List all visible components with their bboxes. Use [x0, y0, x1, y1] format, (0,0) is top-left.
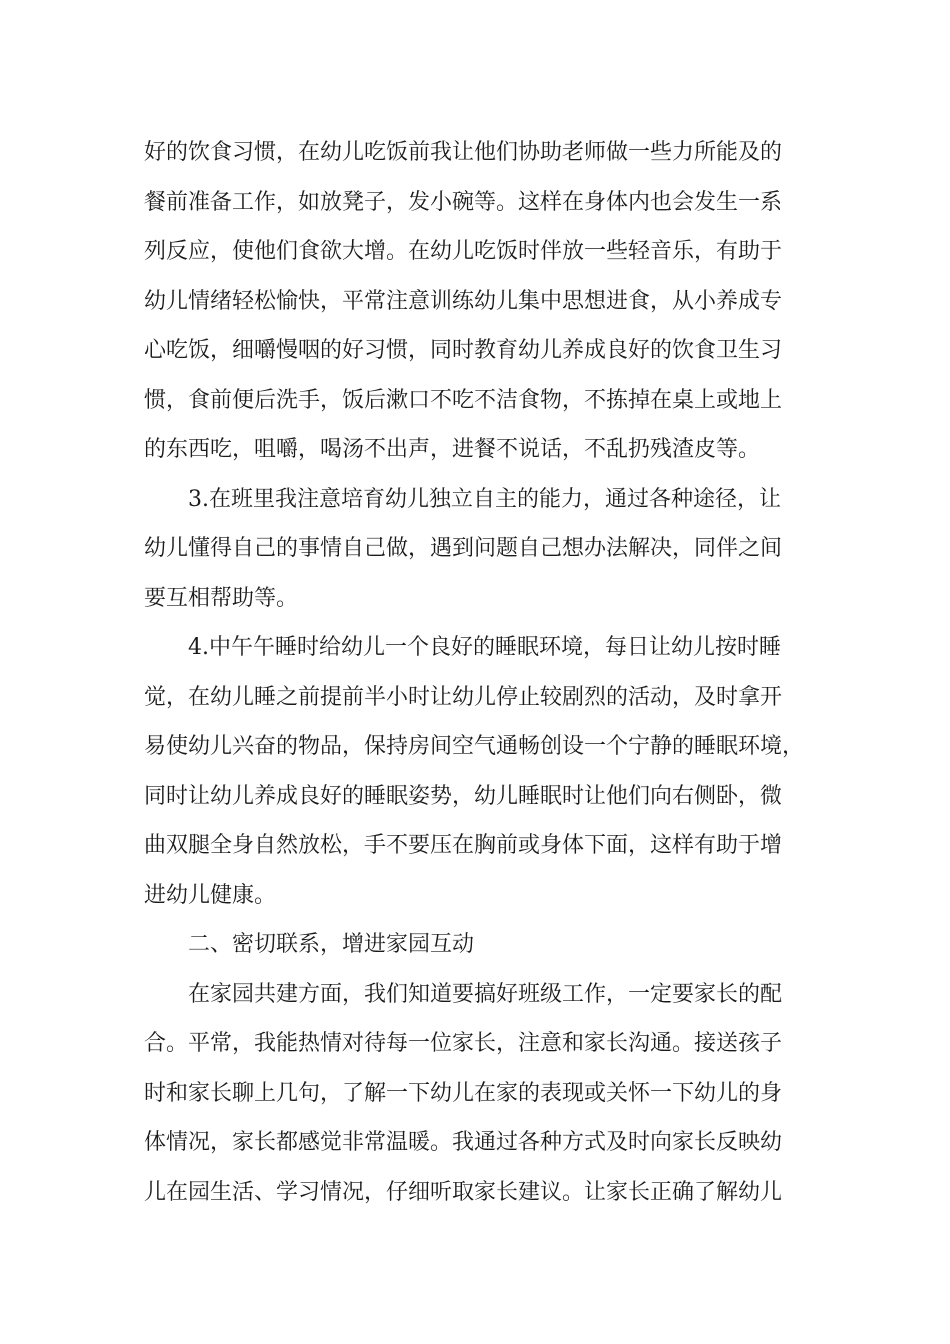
- text-line: 要互相帮助等。: [144, 585, 299, 611]
- text-line: 列反应，使他们食欲大增。在幼儿吃饭时伴放一些轻音乐，有助于: [144, 239, 783, 264]
- text-line: 进幼儿健康。: [144, 882, 277, 908]
- text-line: 觉，在幼儿睡之前提前半小时让幼儿停止较剧烈的活动，及时拿开: [144, 684, 783, 710]
- text-line: 好的饮食习惯，在幼儿吃饭前我让他们协助老师做一些力所能及的: [144, 140, 783, 165]
- text-line: 餐前准备工作，如放凳子，发小碗等。这样在身体内也会发生一系: [144, 189, 783, 215]
- body-text: [144, 128, 824, 1217]
- text-line: 易使幼儿兴奋的物品，保持房间空气通畅创设一个宁静的睡眠环境，: [144, 734, 805, 759]
- text-line: 二、密切联系，增进家园互动: [188, 932, 475, 957]
- text-line: 心吃饭，细嚼慢咽的好习惯，同时教育幼儿养成良好的饮食卫生习: [144, 338, 783, 363]
- text-line: 合。平常，我能热情对待每一位家长，注意和家长沟通。接送孩子: [144, 1031, 783, 1056]
- text-line: 曲双腿全身自然放松，手不要压在胸前或身体下面，这样有助于增: [144, 833, 783, 858]
- text-line: 3.在班里我注意培育幼儿独立自主的能力，通过各种途径，让: [188, 486, 781, 512]
- text-line: 同时让幼儿养成良好的睡眠姿势，幼儿睡眠时让他们向右侧卧，微: [144, 783, 783, 809]
- text-line: 惯，食前便后洗手，饭后漱口不吃不洁食物，不拣掉在桌上或地上: [144, 387, 783, 413]
- text-line: 在家园共建方面，我们知道要搞好班级工作，一定要家长的配: [188, 981, 783, 1007]
- text-line: 4.中午午睡时给幼儿一个良好的睡眠环境，每日让幼儿按时睡: [188, 635, 781, 660]
- text-line: 幼儿情绪轻松愉快，平常注意训练幼儿集中思想进食，从小养成专: [144, 288, 783, 314]
- text-line: 时和家长聊上几句，了解一下幼儿在家的表现或关怀一下幼儿的身: [144, 1080, 783, 1106]
- text-line: 幼儿懂得自己的事情自己做，遇到问题自己想办法解决，同伴之间: [144, 536, 783, 561]
- text-line: 的东西吃，咀嚼，喝汤不出声，进餐不说话，不乱扔残渣皮等。: [144, 437, 761, 462]
- text-line: 儿在园生活、学习情况，仔细听取家长建议。让家长正确了解幼儿: [144, 1179, 783, 1205]
- text-line: 体情况，家长都感觉非常温暖。我通过各种方式及时向家长反映幼: [144, 1130, 783, 1155]
